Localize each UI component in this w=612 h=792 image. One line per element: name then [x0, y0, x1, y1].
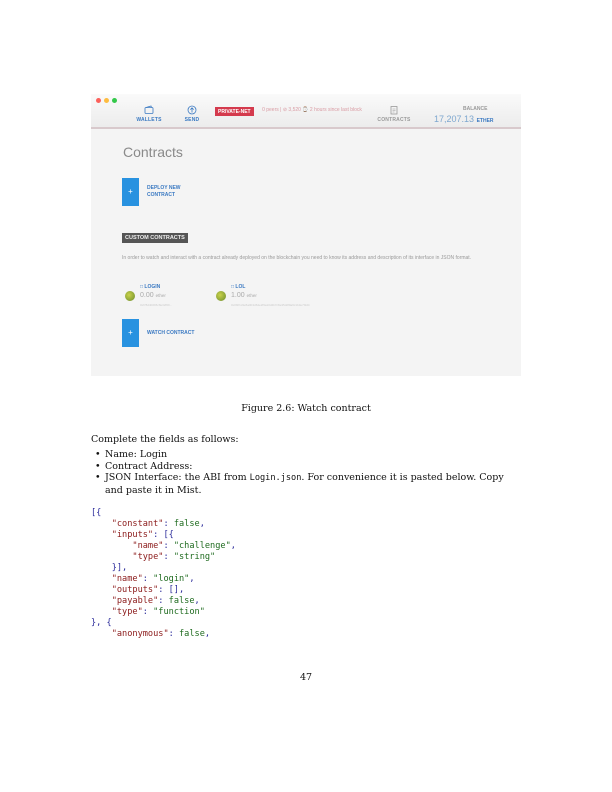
balance-unit: ETHER [476, 118, 494, 124]
figure-caption: Figure 2.6: Watch contract [241, 403, 371, 414]
contract-card-login[interactable] [125, 284, 205, 310]
contract-name: □ LOGIN [140, 284, 161, 290]
contract-address: 0xf78d4b6b5c8e32f09... [140, 303, 173, 307]
nav-send-label: SEND [184, 117, 200, 123]
list-item: • Contract Address: [91, 461, 523, 473]
close-window-icon[interactable] [96, 98, 101, 103]
balance-label: BALANCE [463, 106, 488, 112]
network-status: 0 peers | ⊘ 3,520 ⌚ 2 hours since last block [262, 107, 362, 113]
custom-contracts-description: In order to watch and interact with a contract already deployed on the blockchain you need to know its address and description of its interface in JSON format. [122, 255, 472, 261]
wallet-icon [144, 105, 154, 115]
contracts-icon [389, 105, 399, 115]
maximize-window-icon[interactable] [112, 98, 117, 103]
nav-send[interactable] [181, 105, 203, 123]
contract-balance: 1.00 ether [231, 292, 257, 299]
window-controls [96, 98, 117, 103]
custom-contracts-heading: CUSTOM CONTRACTS [122, 233, 188, 243]
watch-contract-label[interactable]: WATCH CONTRACT [147, 330, 195, 336]
deploy-label-line2: CONTRACT [147, 192, 176, 198]
deploy-contract-button[interactable] [122, 178, 139, 206]
mist-screenshot [91, 94, 521, 376]
mist-top-bar [91, 94, 521, 129]
minimize-window-icon[interactable] [104, 98, 109, 103]
list-item: • JSON Interface: the ABI from Login.json. For convenience it is pasted below. Copy and paste it in Mist. [91, 472, 523, 496]
contract-name: □ LOL [231, 284, 246, 290]
contract-avatar-icon [125, 291, 135, 301]
list-item: • Name: Login [91, 449, 523, 461]
deploy-label-line1: DEPLOY NEW [147, 185, 181, 191]
abi-code-block: [{ "constant": false, "inputs": [{ "name": "challenge", "type": "string" }], "name": "login", "outputs": [], "payable": false, "type": "function" }, { "anonymous": false, [91, 508, 236, 639]
watch-contract-button[interactable] [122, 319, 139, 347]
nav-contracts[interactable] [376, 105, 412, 123]
network-badge: PRIVATE-NET [215, 107, 254, 116]
nav-wallets[interactable] [136, 105, 162, 123]
balance-amount: 17,207.13 [434, 114, 475, 124]
plus-icon: + [128, 328, 133, 337]
page-title: Contracts [123, 144, 183, 160]
send-arrow-icon [187, 105, 197, 115]
intro-paragraph: Complete the fields as follows: [91, 434, 239, 445]
deploy-contract-label[interactable] [147, 185, 181, 199]
balance-value [434, 114, 494, 124]
inline-code: Login.json [249, 473, 302, 483]
contract-card-lol[interactable] [216, 284, 346, 310]
plus-icon: + [128, 187, 133, 196]
contract-avatar-icon [216, 291, 226, 301]
instructions-list [91, 449, 523, 496]
contract-address: 0x0f2f1c9e5a0b3d64e2f9a10d4b7c8e35d2f9a6c1b3e7f2d4 [231, 303, 310, 307]
nav-contracts-label: CONTRACTS [377, 117, 411, 123]
nav-wallets-label: WALLETS [136, 117, 162, 123]
page-number: 47 [299, 672, 313, 683]
contract-balance: 0.00 ether [140, 292, 166, 299]
